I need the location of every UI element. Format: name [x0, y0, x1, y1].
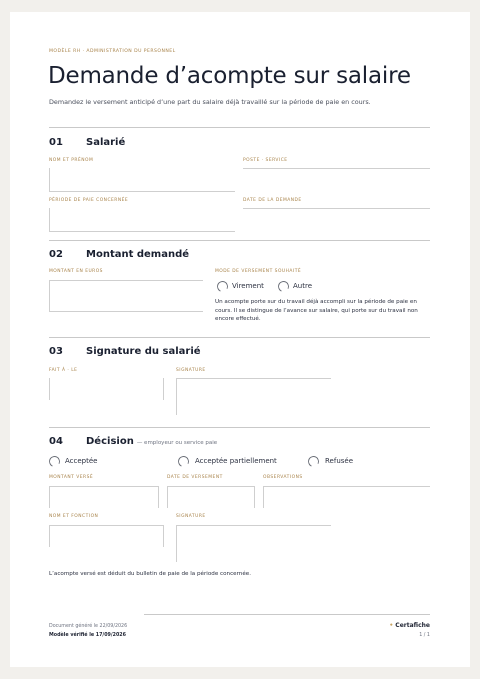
- section-number: 01: [49, 137, 63, 148]
- date-demande-field[interactable]: [243, 208, 430, 209]
- document-page: [10, 12, 470, 667]
- poste-service-field[interactable]: [243, 168, 430, 169]
- section-title-montant: Montant demandé: [86, 249, 190, 260]
- footer-brand: [389, 622, 430, 629]
- label-nom-prenom: NOM ET PRÉNOM: [49, 158, 94, 163]
- section-number: 03: [49, 346, 63, 357]
- section-note: — employeur ou service paie: [136, 440, 218, 446]
- montant-euros-field[interactable]: [49, 280, 203, 312]
- option-autre: Autre: [293, 282, 313, 290]
- date-versement-field[interactable]: [167, 486, 255, 508]
- footer-divider: [144, 614, 430, 615]
- section-title-decision-text: Décision: [86, 436, 134, 447]
- label-mode-versement: MODE DE VERSEMENT SOUHAITÉ: [215, 269, 302, 274]
- page-subtitle: Demandez le versement anticipé d’une part du salaire déjà travaillé sur la période de paie en cours.: [49, 98, 371, 106]
- radio-acceptee-partiellement[interactable]: [176, 454, 190, 468]
- montant-verse-field[interactable]: [49, 486, 159, 508]
- eyebrow: MODÈLE RH · ADMINISTRATION DU PERSONNEL: [49, 49, 176, 54]
- label-date-versement: DATE DE VERSEMENT: [167, 475, 223, 480]
- option-virement: Virement: [232, 282, 264, 290]
- nom-prenom-field[interactable]: [49, 168, 235, 192]
- label-fait-a-le: FAIT À · LE: [49, 368, 78, 373]
- page-title: Demande d’acompte sur salaire: [48, 63, 411, 89]
- observations-field[interactable]: [263, 486, 430, 508]
- radio-autre[interactable]: [276, 279, 290, 293]
- radio-virement[interactable]: [215, 279, 229, 293]
- section-divider: [49, 240, 430, 241]
- footer-page-number: 1 / 1: [419, 633, 430, 638]
- footer-verified: Modèle vérifié le 17/09/2026: [49, 633, 126, 638]
- section-divider: [49, 337, 430, 338]
- section-title-signature: Signature du salarié: [86, 346, 201, 357]
- option-acceptee: Acceptée: [65, 457, 98, 465]
- label-periode-paie: PÉRIODE DE PAIE CONCERNÉE: [49, 198, 129, 203]
- section-title-salarie: Salarié: [86, 137, 126, 148]
- signature-salarie-field[interactable]: [176, 378, 331, 415]
- label-signature-decision: SIGNATURE: [176, 514, 206, 519]
- brand-dot-icon: •: [389, 622, 396, 629]
- signature-decision-field[interactable]: [176, 525, 331, 562]
- option-acceptee-partiellement: Acceptée partiellement: [195, 457, 277, 465]
- section-title-decision: [86, 436, 217, 447]
- deduction-note: L’acompte versé est déduit du bulletin de paie de la période concernée.: [49, 571, 252, 577]
- fait-a-le-field[interactable]: [49, 378, 164, 400]
- option-refusee: Refusée: [325, 457, 354, 465]
- label-montant-euros: MONTANT EN EUROS: [49, 269, 103, 274]
- radio-refusee[interactable]: [306, 454, 320, 468]
- label-montant-verse: MONTANT VERSÉ: [49, 475, 94, 480]
- label-date-demande: DATE DE LA DEMANDE: [243, 198, 302, 203]
- acompte-info-note: Un acompte porte sur du travail déjà accompli sur la période de paie en cours. Il se distingue de l’avance sur salaire, qui porte sur du travail non encore effectué.: [215, 299, 418, 323]
- section-divider: [49, 127, 430, 128]
- label-nom-fonction: NOM ET FONCTION: [49, 514, 99, 519]
- nom-fonction-field[interactable]: [49, 525, 164, 547]
- radio-acceptee[interactable]: [47, 454, 61, 468]
- label-poste-service: POSTE · SERVICE: [243, 158, 288, 163]
- section-number: 04: [49, 436, 63, 447]
- label-observations: OBSERVATIONS: [263, 475, 303, 480]
- section-divider: [49, 427, 430, 428]
- brand-name: Certafiche: [395, 622, 430, 629]
- periode-paie-field[interactable]: [49, 208, 235, 232]
- section-number: 02: [49, 249, 63, 260]
- label-signature-salarie: SIGNATURE: [176, 368, 206, 373]
- footer-generated: Document généré le 22/09/2026: [49, 624, 128, 629]
